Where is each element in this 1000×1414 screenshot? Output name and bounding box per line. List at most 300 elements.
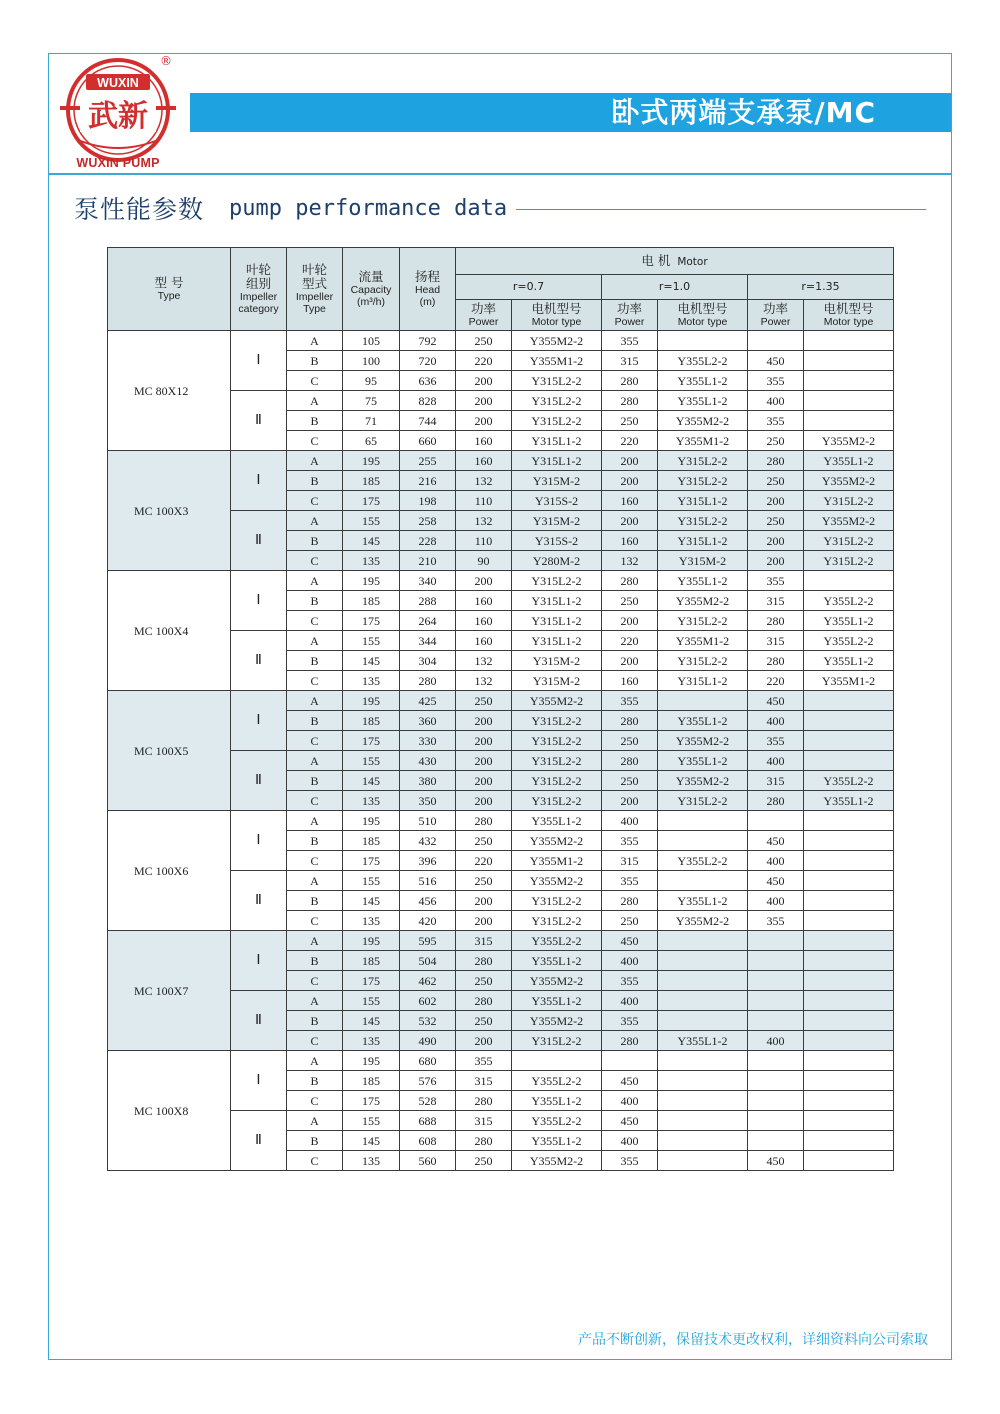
model-group	[108, 451, 894, 571]
table-cell: 155	[343, 991, 400, 1011]
table-cell: 145	[343, 771, 400, 791]
header-bar	[190, 93, 951, 132]
table-cell: 532	[400, 1011, 456, 1031]
table-cell: 400	[602, 951, 658, 971]
model-group	[108, 811, 894, 931]
table-cell: Y355L2-2	[658, 351, 748, 371]
table-cell: A	[287, 331, 343, 351]
table-cell: 110	[456, 491, 512, 511]
table-cell: Y355M2-2	[512, 1151, 602, 1171]
section-rule	[516, 209, 926, 210]
impeller-category: Ⅱ	[231, 1111, 287, 1171]
table-cell: 744	[400, 411, 456, 431]
table-cell: Y315L1-2	[512, 431, 602, 451]
table-cell: 200	[602, 511, 658, 531]
table-cell: Y355L2-2	[804, 591, 894, 611]
table-cell: 160	[456, 631, 512, 651]
table-cell: 200	[456, 911, 512, 931]
model-name: MC 100X7	[108, 931, 231, 1051]
table-cell	[658, 1071, 748, 1091]
table-cell: 280	[456, 991, 512, 1011]
table-cell: 355	[748, 371, 804, 391]
table-cell: A	[287, 1111, 343, 1131]
table-cell: 132	[456, 511, 512, 531]
table-cell: 200	[456, 771, 512, 791]
table-cell: Y355M2-2	[804, 511, 894, 531]
table-cell	[804, 851, 894, 871]
table-row	[108, 451, 894, 471]
col-capacity-header: 流量 Capacity (m³/h)	[343, 248, 400, 331]
table-cell	[804, 391, 894, 411]
table-cell	[804, 751, 894, 771]
table-cell: 110	[456, 531, 512, 551]
table-cell: Y355L1-2	[804, 651, 894, 671]
table-cell: 450	[748, 351, 804, 371]
table-cell: 456	[400, 891, 456, 911]
table-cell: 355	[602, 331, 658, 351]
table-cell: 355	[456, 1051, 512, 1071]
table-cell: B	[287, 771, 343, 791]
motor-type-header: 电机型号 Motor type	[804, 300, 894, 331]
table-cell: 355	[602, 871, 658, 891]
table-cell: 155	[343, 631, 400, 651]
impeller-category: Ⅰ	[231, 1051, 287, 1111]
table-cell: Y315L2-2	[512, 411, 602, 431]
table-cell: 355	[602, 1011, 658, 1031]
table-cell: Y315L2-2	[512, 891, 602, 911]
table-cell: 200	[748, 551, 804, 571]
table-cell: 315	[748, 591, 804, 611]
table-cell: A	[287, 931, 343, 951]
table-cell: 344	[400, 631, 456, 651]
table-cell	[804, 951, 894, 971]
table-cell: C	[287, 551, 343, 571]
table-cell: 160	[602, 491, 658, 511]
impeller-category: Ⅰ	[231, 331, 287, 391]
table-cell: A	[287, 391, 343, 411]
table-cell: Y315L1-2	[658, 671, 748, 691]
performance-table	[107, 247, 894, 1171]
table-cell: Y315L2-2	[512, 771, 602, 791]
table-cell: 250	[456, 691, 512, 711]
table-cell: Y315L2-2	[658, 471, 748, 491]
table-cell: 450	[602, 1111, 658, 1131]
table-cell	[804, 1151, 894, 1171]
table-cell	[748, 331, 804, 351]
table-cell: 195	[343, 1051, 400, 1071]
table-cell: 132	[456, 651, 512, 671]
table-cell: Y355M2-2	[658, 911, 748, 931]
table-cell: 450	[748, 871, 804, 891]
table-cell: 400	[748, 1031, 804, 1051]
table-cell: 200	[456, 711, 512, 731]
table-cell: 528	[400, 1091, 456, 1111]
table-cell: 400	[748, 851, 804, 871]
footer-note: 产品不断创新，保留技术更改权利，详细资料向公司索取	[578, 1332, 928, 1348]
table-cell: Y315L2-2	[804, 491, 894, 511]
table-cell: 400	[748, 711, 804, 731]
table-cell: 200	[602, 651, 658, 671]
table-cell: 420	[400, 911, 456, 931]
table-cell: B	[287, 711, 343, 731]
table-cell: 280	[748, 651, 804, 671]
table-cell: A	[287, 631, 343, 651]
table-cell: 145	[343, 891, 400, 911]
table-cell	[748, 1091, 804, 1111]
table-cell	[804, 831, 894, 851]
table-cell: Y355M2-2	[512, 871, 602, 891]
table-cell: A	[287, 691, 343, 711]
table-cell: 200	[456, 571, 512, 591]
table-cell: Y355L1-2	[804, 451, 894, 471]
table-cell: C	[287, 371, 343, 391]
table-cell: 200	[602, 611, 658, 631]
table-cell: Y355M2-2	[804, 471, 894, 491]
table-cell: Y355L2-2	[512, 931, 602, 951]
table-cell: 330	[400, 731, 456, 751]
table-cell: 450	[602, 1071, 658, 1091]
model-name: MC 100X4	[108, 571, 231, 691]
table-cell: 250	[456, 331, 512, 351]
table-cell: Y315S-2	[512, 531, 602, 551]
table-cell: Y355L1-2	[658, 391, 748, 411]
table-cell: B	[287, 891, 343, 911]
motor-type-header: 电机型号 Motor type	[512, 300, 602, 331]
table-cell: 250	[456, 1011, 512, 1031]
table-cell: 95	[343, 371, 400, 391]
impeller-category: Ⅰ	[231, 451, 287, 511]
table-cell: 195	[343, 451, 400, 471]
table-cell	[748, 931, 804, 951]
table-cell: 340	[400, 571, 456, 591]
table-cell: Y315L2-2	[804, 551, 894, 571]
table-cell: 100	[343, 351, 400, 371]
model-group	[108, 571, 894, 691]
table-cell	[804, 1031, 894, 1051]
table-cell: 280	[602, 751, 658, 771]
model-name: MC 100X3	[108, 451, 231, 571]
table-cell	[658, 691, 748, 711]
table-cell: 400	[748, 891, 804, 911]
table-cell: 516	[400, 871, 456, 891]
table-cell	[804, 1111, 894, 1131]
table-cell: Y355M2-2	[512, 691, 602, 711]
table-cell: 490	[400, 1031, 456, 1051]
table-cell: Y315M-2	[512, 471, 602, 491]
r-group-0: r=0.7	[456, 275, 602, 300]
table-cell: C	[287, 791, 343, 811]
table-cell: Y355M2-2	[658, 591, 748, 611]
table-cell: 200	[456, 391, 512, 411]
table-cell: 400	[748, 391, 804, 411]
table-cell: 145	[343, 531, 400, 551]
table-cell	[658, 1091, 748, 1111]
table-cell: Y315L2-2	[658, 451, 748, 471]
table-cell: Y355M2-2	[658, 411, 748, 431]
table-cell: 396	[400, 851, 456, 871]
table-cell: 792	[400, 331, 456, 351]
table-cell: 185	[343, 1071, 400, 1091]
power-header: 功率 Power	[748, 300, 804, 331]
table-cell: 355	[748, 911, 804, 931]
table-cell	[658, 971, 748, 991]
model-group	[108, 331, 894, 451]
table-cell: Y315M-2	[658, 551, 748, 571]
table-cell: 160	[456, 451, 512, 471]
logo-top-text: WUXIN	[97, 76, 139, 90]
table-cell	[804, 1091, 894, 1111]
table-cell: 71	[343, 411, 400, 431]
table-cell: 220	[748, 671, 804, 691]
table-cell: 200	[456, 791, 512, 811]
table-cell: 250	[456, 1151, 512, 1171]
section-title-en: pump performance data	[229, 196, 508, 221]
table-cell: 315	[748, 771, 804, 791]
table-cell: 602	[400, 991, 456, 1011]
table-cell: 608	[400, 1131, 456, 1151]
col-category-header: 叶轮组别 Impeller category	[231, 248, 287, 331]
table-cell: 160	[602, 671, 658, 691]
table-cell: 688	[400, 1111, 456, 1131]
table-cell: 160	[456, 431, 512, 451]
table-cell: 250	[602, 411, 658, 431]
table-cell: Y355M2-2	[512, 831, 602, 851]
table-cell: B	[287, 411, 343, 431]
table-cell: 250	[456, 971, 512, 991]
table-cell: A	[287, 571, 343, 591]
table-cell: C	[287, 1151, 343, 1171]
logo-main-text: 武新	[88, 99, 148, 134]
table-cell: Y315L1-2	[658, 531, 748, 551]
impeller-category: Ⅰ	[231, 691, 287, 751]
table-cell: 175	[343, 611, 400, 631]
impeller-category: Ⅱ	[231, 871, 287, 931]
table-cell: Y355L1-2	[804, 791, 894, 811]
table-cell: Y355M2-2	[512, 971, 602, 991]
table-row	[108, 331, 894, 351]
table-cell: 200	[748, 531, 804, 551]
table-cell: 400	[602, 811, 658, 831]
table-cell: 250	[602, 911, 658, 931]
table-cell: Y355L1-2	[512, 1091, 602, 1111]
table-cell: 135	[343, 671, 400, 691]
table-cell: 195	[343, 931, 400, 951]
table-cell: B	[287, 591, 343, 611]
table-cell: 450	[602, 931, 658, 951]
table-cell: A	[287, 511, 343, 531]
section-title-cn: 泵性能参数	[74, 195, 205, 224]
table-row	[108, 571, 894, 591]
table-cell: 280	[602, 571, 658, 591]
table-cell	[804, 371, 894, 391]
table-cell: 132	[456, 671, 512, 691]
table-cell: 450	[748, 691, 804, 711]
table-cell: 400	[602, 991, 658, 1011]
table-cell: 135	[343, 791, 400, 811]
table-cell: 198	[400, 491, 456, 511]
motor-type-header: 电机型号 Motor type	[658, 300, 748, 331]
table-cell: Y315L2-2	[512, 911, 602, 931]
table-cell	[804, 711, 894, 731]
table-row	[108, 931, 894, 951]
table-cell: 155	[343, 1111, 400, 1131]
table-cell: B	[287, 951, 343, 971]
table-cell: Y315M-2	[512, 511, 602, 531]
table-cell: 135	[343, 551, 400, 571]
table-cell: 250	[602, 771, 658, 791]
table-cell	[658, 871, 748, 891]
table-cell: A	[287, 991, 343, 1011]
table-cell: Y315L2-2	[658, 651, 748, 671]
table-cell: Y355M1-2	[804, 671, 894, 691]
table-cell	[602, 1051, 658, 1071]
table-cell: Y315L1-2	[512, 631, 602, 651]
table-cell: Y355L1-2	[658, 571, 748, 591]
impeller-category: Ⅱ	[231, 511, 287, 571]
table-cell: C	[287, 911, 343, 931]
table-row	[108, 1051, 894, 1071]
table-cell: Y355L2-2	[804, 631, 894, 651]
table-cell	[804, 811, 894, 831]
table-cell	[658, 1131, 748, 1151]
table-cell: C	[287, 1031, 343, 1051]
table-cell: Y355L1-2	[804, 611, 894, 631]
table-cell	[748, 1111, 804, 1131]
table-cell: 355	[748, 411, 804, 431]
table-cell	[748, 1131, 804, 1151]
table-cell: 315	[602, 351, 658, 371]
table-cell: 680	[400, 1051, 456, 1071]
table-cell: 250	[602, 731, 658, 751]
table-cell: 280	[456, 811, 512, 831]
table-cell: B	[287, 1011, 343, 1031]
table-cell: C	[287, 491, 343, 511]
table-cell: A	[287, 871, 343, 891]
table-cell: 425	[400, 691, 456, 711]
table-cell	[804, 731, 894, 751]
table-cell: 258	[400, 511, 456, 531]
table-cell: 200	[456, 371, 512, 391]
table-cell: Y355M1-2	[658, 431, 748, 451]
impeller-category: Ⅱ	[231, 631, 287, 691]
table-cell: 228	[400, 531, 456, 551]
table-cell: 155	[343, 511, 400, 531]
impeller-category: Ⅱ	[231, 991, 287, 1051]
table-cell: 90	[456, 551, 512, 571]
table-cell: 250	[748, 471, 804, 491]
table-cell: 510	[400, 811, 456, 831]
table-cell: Y355L1-2	[512, 951, 602, 971]
table-cell	[658, 331, 748, 351]
table-cell: 280	[602, 371, 658, 391]
table-cell: 280	[748, 611, 804, 631]
table-cell: B	[287, 831, 343, 851]
impeller-category: Ⅱ	[231, 751, 287, 811]
table-cell: 288	[400, 591, 456, 611]
table-cell: 200	[456, 411, 512, 431]
table-cell: Y315L2-2	[804, 531, 894, 551]
table-cell: Y315L2-2	[658, 791, 748, 811]
table-cell: 504	[400, 951, 456, 971]
r-group-1: r=1.0	[602, 275, 748, 300]
table-cell: 264	[400, 611, 456, 631]
table-cell	[804, 1011, 894, 1031]
table-cell	[748, 1011, 804, 1031]
table-cell: Y355M1-2	[512, 851, 602, 871]
table-cell: 195	[343, 811, 400, 831]
table-cell: Y315L1-2	[512, 591, 602, 611]
header-divider	[49, 173, 951, 175]
impeller-category: Ⅰ	[231, 811, 287, 871]
table-cell: 280	[602, 891, 658, 911]
table-cell	[748, 1051, 804, 1071]
table-cell: Y315L1-2	[512, 451, 602, 471]
table-cell: Y315M-2	[512, 671, 602, 691]
table-cell: C	[287, 851, 343, 871]
table-cell: 250	[456, 831, 512, 851]
table-cell: 280	[456, 951, 512, 971]
table-cell: Y355M1-2	[658, 631, 748, 651]
table-cell: 200	[602, 471, 658, 491]
registered-mark: ®	[160, 54, 172, 68]
col-impeller-type-header: 叶轮型式 Impeller Type	[287, 248, 343, 331]
table-cell: 132	[602, 551, 658, 571]
col-head-header: 扬程 Head (m)	[400, 248, 456, 331]
col-type-header: 型 号 Type	[108, 248, 231, 331]
table-cell: Y315L2-2	[512, 571, 602, 591]
table-cell: Y315L2-2	[512, 391, 602, 411]
table-cell: 315	[456, 931, 512, 951]
table-cell: C	[287, 971, 343, 991]
table-cell: 355	[602, 1151, 658, 1171]
table-cell: Y355L1-2	[512, 811, 602, 831]
table-cell	[804, 991, 894, 1011]
table-cell: Y315L2-2	[512, 1031, 602, 1051]
table-cell: 220	[456, 351, 512, 371]
table-cell: C	[287, 611, 343, 631]
model-name: MC 100X5	[108, 691, 231, 811]
table-cell: 220	[602, 431, 658, 451]
model-name: MC 100X8	[108, 1051, 231, 1171]
table-cell: 200	[748, 491, 804, 511]
table-cell	[658, 991, 748, 1011]
table-cell: 195	[343, 691, 400, 711]
table-cell: 200	[602, 451, 658, 471]
impeller-category: Ⅰ	[231, 571, 287, 631]
table-cell: 280	[602, 1031, 658, 1051]
table-cell: Y315L2-2	[512, 791, 602, 811]
table-cell: 315	[748, 631, 804, 651]
table-cell: Y315L2-2	[658, 611, 748, 631]
table-cell: 355	[748, 731, 804, 751]
table-cell: Y315L2-2	[512, 711, 602, 731]
table-cell: 210	[400, 551, 456, 571]
table-cell: 145	[343, 1011, 400, 1031]
table-cell: 720	[400, 351, 456, 371]
table-cell: C	[287, 1091, 343, 1111]
table-cell	[804, 971, 894, 991]
table-cell: 595	[400, 931, 456, 951]
table-cell	[804, 331, 894, 351]
table-cell: 145	[343, 651, 400, 671]
table-cell: 432	[400, 831, 456, 851]
table-cell: Y355L2-2	[512, 1111, 602, 1131]
table-cell: 280	[748, 791, 804, 811]
table-cell: Y315L2-2	[658, 511, 748, 531]
table-cell: 160	[456, 611, 512, 631]
table-cell: 355	[602, 971, 658, 991]
table-cell: 250	[602, 591, 658, 611]
